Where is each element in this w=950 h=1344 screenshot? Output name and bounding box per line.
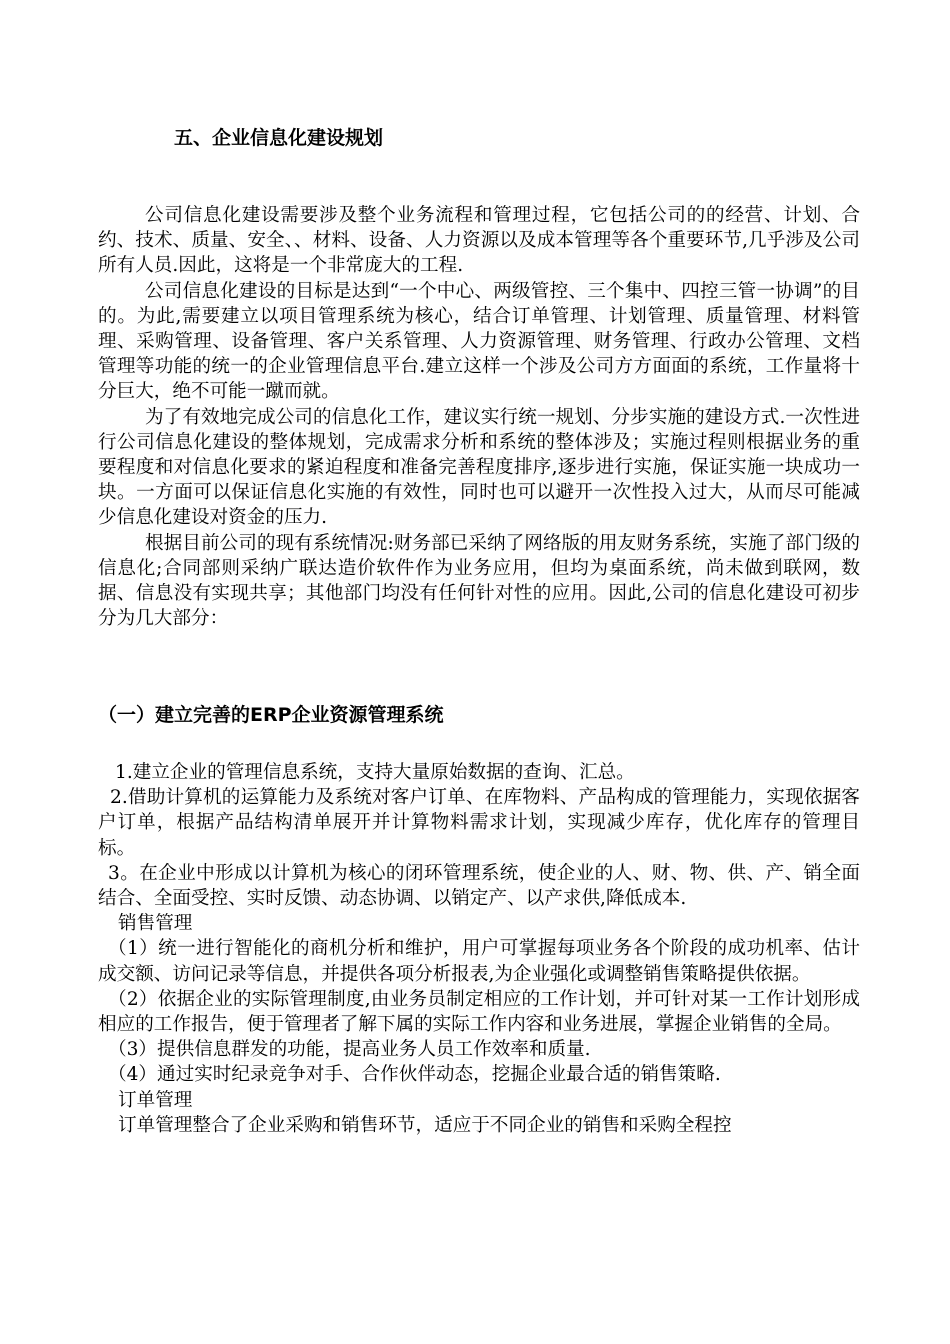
sales-heading: 销售管理 bbox=[118, 913, 193, 935]
subsection-title: （一）建立完善的ERP企业资源管理系统 bbox=[98, 704, 444, 726]
intro-block bbox=[98, 203, 860, 631]
sales-point-1: （1）统一进行智能化的商机分析和维护，用户可掌握每项业务各个阶段的成功机率、估计成交额、访问记录等信息，并提供各项分析报表,为企业强化或调整销售策略提供依据。 bbox=[98, 938, 860, 985]
erp-item-3: 3。在企业中形成以计算机为核心的闭环管理系统，使企业的人、财、物、供、产、销全面结合、全面受控、实时反馈、动态协调、以销定产、以产求供,降低成本. bbox=[98, 862, 860, 910]
intro-paragraph-2: 公司信息化建设的目标是达到“一个中心、两级管控、三个集中、四控三管一协调”的目的。为此,需要建立以项目管理系统为核心，结合订单管理、计划管理、质量管理、材料管理、采购管理、设备管理、客户关系管理、人力资源管理、财务管理、行政办公管理、文档管理等功能的统一的企业管理信息平台.建立这样一个涉及公司方方面面的系统，工作量将十分巨大，绝不可能一蹴而就。 bbox=[98, 280, 860, 403]
intro-paragraph-3: 为了有效地完成公司的信息化工作，建议实行统一规划、分步实施的建设方式.一次性进行公司信息化建设的整体规划，完成需求分析和系统的整体涉及；实施过程则根据业务的重要程度和对信息化要求的紧迫程度和准备完善程度排序,逐步进行实施，保证实施一块成功一块。一方面可以保证信息化实施的有效性，同时也可以避开一次性投入过大，从而尽可能减少信息化建设对资金的压力. bbox=[98, 406, 860, 529]
intro-paragraph-1: 公司信息化建设需要涉及整个业务流程和管理过程，它包括公司的的经营、计划、合约、技术、质量、安全、、材料、设备、人力资源以及成本管理等各个重要环节,几乎涉及公司所有人员.因此，这将是一个非常庞大的工程. bbox=[98, 205, 860, 277]
sales-point-2: （2）依据企业的实际管理制度,由业务员制定相应的工作计划，并可针对某一工作计划形成相应的工作报告，便于管理者了解下属的实际工作内容和业务进展，掌握企业销售的全局。 bbox=[98, 988, 860, 1036]
order-text: 订单管理整合了企业采购和销售环节，适应于不同企业的销售和采购全程控 bbox=[118, 1114, 732, 1136]
intro-paragraph-4: 根据目前公司的现有系统情况:财务部已采纳了网络版的用友财务系统，实施了部门级的信息化;合同部则采纳广联达造价软件作为业务应用，但均为桌面系统，尚未做到联网，数据、信息没有实现共享；其他部门均没有任何针对性的应用。因此,公司的信息化建设可初步分为几大部分： bbox=[98, 532, 860, 630]
order-heading: 订单管理 bbox=[118, 1089, 193, 1111]
erp-item-2: 2.借助计算机的运算能力及系统对客户订单、在库物料、产品构成的管理能力，实现依据客户订单，根据产品结构清单展开并计算物料需求计划，实现减少库存，优化库存的管理目标。 bbox=[98, 787, 860, 859]
sales-point-4: （4）通过实时纪录竞争对手、合作伙伴动态，挖掘企业最合适的销售策略. bbox=[108, 1064, 721, 1086]
erp-item-1: 1.建立企业的管理信息系统，支持大量原始数据的查询、汇总。 bbox=[115, 762, 635, 783]
sales-point-3: （3）提供信息群发的功能，提高业务人员工作效率和质量. bbox=[108, 1039, 591, 1061]
erp-block bbox=[98, 760, 860, 1138]
section-title: 五、企业信息化建设规划 bbox=[174, 127, 384, 149]
